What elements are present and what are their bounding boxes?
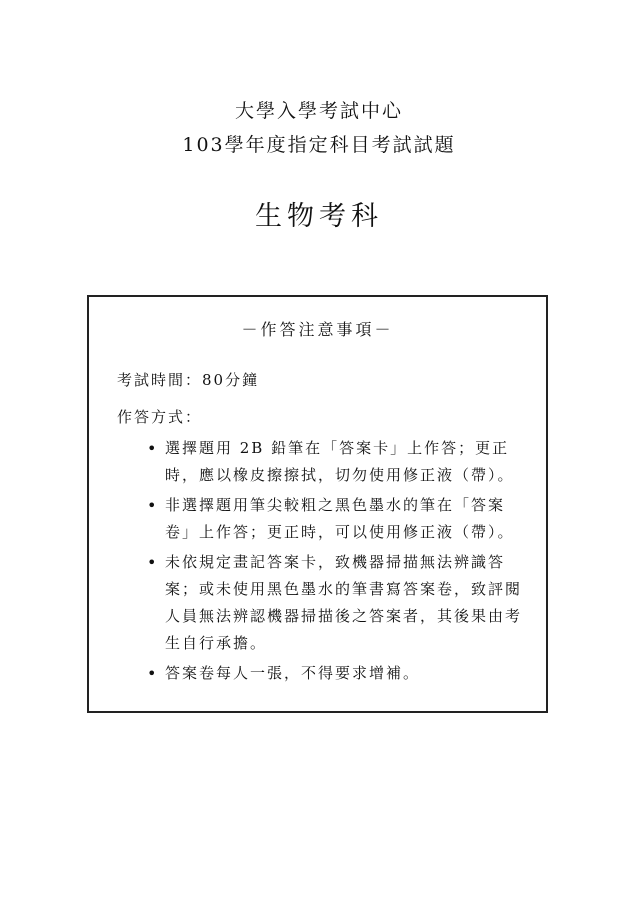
exam-year-title: 103學年度指定科目考試試題: [182, 134, 456, 156]
instruction-item: • 答案卷每人一張，不得要求增補。: [147, 660, 527, 687]
instruction-item: • 非選擇題用筆尖較粗之黑色墨水的筆在「答案卷」上作答；更正時，可以使用修正液（帶）。: [147, 492, 527, 546]
exam-duration: 考試時間：80分鐘: [117, 371, 260, 389]
instructions-box: [87, 295, 548, 713]
exam-center-title: 大學入學考試中心: [234, 100, 403, 122]
instructions-list: [147, 435, 527, 690]
subject-title: 生物考科: [255, 201, 383, 232]
answer-method-label: 作答方式：: [117, 408, 203, 426]
instructions-heading: －作答注意事項－: [241, 320, 394, 339]
instruction-item: • 選擇題用 2B 鉛筆在「答案卡」上作答；更正時，應以橡皮擦擦拭，切勿使用修正液（帶）。: [147, 435, 527, 489]
instruction-item: • 未依規定畫記答案卡，致機器掃描無法辨識答案；或未使用黑色墨水的筆書寫答案卷，致評閱人員無法辨認機器掃描後之答案者，其後果由考生自行承擔。: [147, 549, 527, 657]
